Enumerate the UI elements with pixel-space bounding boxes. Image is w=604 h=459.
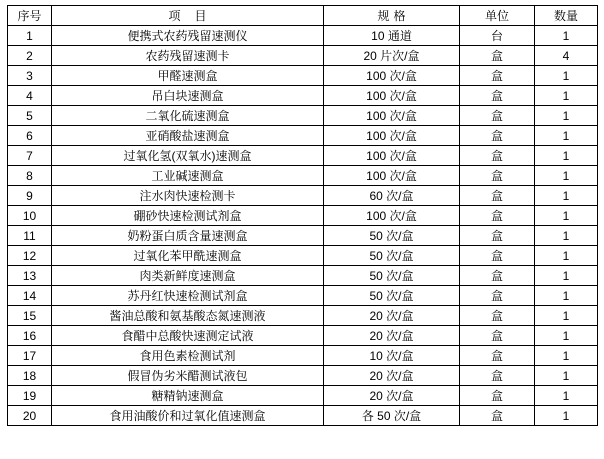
cell-spec: 100 次/盒 [324,66,460,86]
cell-spec: 20 次/盒 [324,386,460,406]
cell-spec: 50 次/盒 [324,266,460,286]
cell-spec: 100 次/盒 [324,166,460,186]
table-row [8,106,598,126]
cell-spec: 50 次/盒 [324,286,460,306]
cell-qty: 1 [535,26,598,46]
cell-item: 奶粉蛋白质含量速测盒 [52,226,324,246]
cell-item: 肉类新鲜度速测盒 [52,266,324,286]
table-row [8,86,598,106]
table-row [8,26,598,46]
cell-spec: 10 次/盒 [324,346,460,366]
cell-qty: 1 [535,306,598,326]
cell-no: 10 [8,206,52,226]
cell-spec: 各 50 次/盒 [324,406,460,426]
cell-item: 工业碱速测盒 [52,166,324,186]
table-row [8,386,598,406]
table-body [8,26,598,426]
cell-unit: 盒 [460,286,535,306]
cell-no: 1 [8,26,52,46]
cell-item: 注水肉快速检测卡 [52,186,324,206]
table-row [8,226,598,246]
cell-no: 12 [8,246,52,266]
cell-unit: 盒 [460,266,535,286]
cell-no: 16 [8,326,52,346]
cell-no: 19 [8,386,52,406]
cell-qty: 1 [535,86,598,106]
cell-no: 8 [8,166,52,186]
cell-unit: 盒 [460,226,535,246]
table-row [8,186,598,206]
cell-item: 糖精钠速测盒 [52,386,324,406]
cell-unit: 台 [460,26,535,46]
cell-no: 17 [8,346,52,366]
cell-item: 硼砂快速检测试剂盒 [52,206,324,226]
table-row [8,206,598,226]
cell-qty: 1 [535,166,598,186]
cell-unit: 盒 [460,106,535,126]
cell-qty: 1 [535,226,598,246]
cell-unit: 盒 [460,186,535,206]
cell-spec: 10 通道 [324,26,460,46]
column-header-unit: 单位 [460,6,535,26]
cell-item: 过氧化苯甲酰速测盒 [52,246,324,266]
cell-spec: 20 次/盒 [324,366,460,386]
cell-no: 15 [8,306,52,326]
cell-item: 甲醛速测盒 [52,66,324,86]
cell-unit: 盒 [460,166,535,186]
cell-no: 11 [8,226,52,246]
cell-item: 食用油酸价和过氧化值速测盒 [52,406,324,426]
column-header-qty: 数量 [535,6,598,26]
column-header-spec: 规格 [324,6,460,26]
cell-item: 农药残留速测卡 [52,46,324,66]
cell-spec: 100 次/盒 [324,86,460,106]
cell-no: 14 [8,286,52,306]
cell-unit: 盒 [460,346,535,366]
cell-no: 6 [8,126,52,146]
cell-qty: 1 [535,386,598,406]
cell-no: 3 [8,66,52,86]
cell-unit: 盒 [460,306,535,326]
cell-item: 过氧化氢(双氧水)速测盒 [52,146,324,166]
equipment-spec-table [7,5,598,426]
cell-unit: 盒 [460,386,535,406]
cell-spec: 50 次/盒 [324,226,460,246]
cell-item: 苏丹红快速检测试剂盒 [52,286,324,306]
cell-no: 5 [8,106,52,126]
cell-item: 食用色素检测试剂 [52,346,324,366]
cell-no: 13 [8,266,52,286]
cell-no: 7 [8,146,52,166]
cell-unit: 盒 [460,326,535,346]
table-row [8,286,598,306]
cell-qty: 1 [535,66,598,86]
table-row [8,346,598,366]
table-row [8,366,598,386]
cell-no: 18 [8,366,52,386]
cell-unit: 盒 [460,246,535,266]
cell-spec: 60 次/盒 [324,186,460,206]
cell-no: 2 [8,46,52,66]
cell-item: 亚硝酸盐速测盒 [52,126,324,146]
cell-spec: 50 次/盒 [324,246,460,266]
column-header-item: 项目 [52,6,324,26]
cell-spec: 100 次/盒 [324,106,460,126]
cell-spec: 100 次/盒 [324,146,460,166]
column-header-no: 序号 [8,6,52,26]
cell-unit: 盒 [460,126,535,146]
cell-spec: 100 次/盒 [324,126,460,146]
table-row [8,266,598,286]
cell-qty: 1 [535,366,598,386]
cell-qty: 1 [535,326,598,346]
cell-unit: 盒 [460,146,535,166]
cell-spec: 20 片次/盒 [324,46,460,66]
cell-unit: 盒 [460,406,535,426]
cell-no: 20 [8,406,52,426]
cell-item: 假冒伪劣米醋测试液包 [52,366,324,386]
cell-item: 食醋中总酸快速测定试液 [52,326,324,346]
cell-unit: 盒 [460,66,535,86]
cell-qty: 1 [535,126,598,146]
cell-qty: 1 [535,346,598,366]
cell-qty: 1 [535,286,598,306]
cell-qty: 1 [535,186,598,206]
table-row [8,246,598,266]
cell-spec: 100 次/盒 [324,206,460,226]
cell-qty: 1 [535,246,598,266]
table-row [8,406,598,426]
cell-item: 二氧化硫速测盒 [52,106,324,126]
table-row [8,146,598,166]
cell-item: 酱油总酸和氨基酸态氮速测液 [52,306,324,326]
cell-qty: 1 [535,406,598,426]
table-row [8,306,598,326]
cell-no: 9 [8,186,52,206]
cell-qty: 4 [535,46,598,66]
table-row [8,166,598,186]
cell-item: 吊白块速测盒 [52,86,324,106]
cell-qty: 1 [535,266,598,286]
document-sheet [0,5,604,459]
cell-unit: 盒 [460,86,535,106]
cell-qty: 1 [535,106,598,126]
cell-unit: 盒 [460,206,535,226]
cell-qty: 1 [535,146,598,166]
table-header-row [8,6,598,26]
cell-no: 4 [8,86,52,106]
cell-spec: 20 次/盒 [324,306,460,326]
table-row [8,66,598,86]
cell-spec: 20 次/盒 [324,326,460,346]
cell-item: 便携式农药残留速测仪 [52,26,324,46]
cell-qty: 1 [535,206,598,226]
cell-unit: 盒 [460,46,535,66]
table-row [8,326,598,346]
table-row [8,126,598,146]
table-row [8,46,598,66]
cell-unit: 盒 [460,366,535,386]
